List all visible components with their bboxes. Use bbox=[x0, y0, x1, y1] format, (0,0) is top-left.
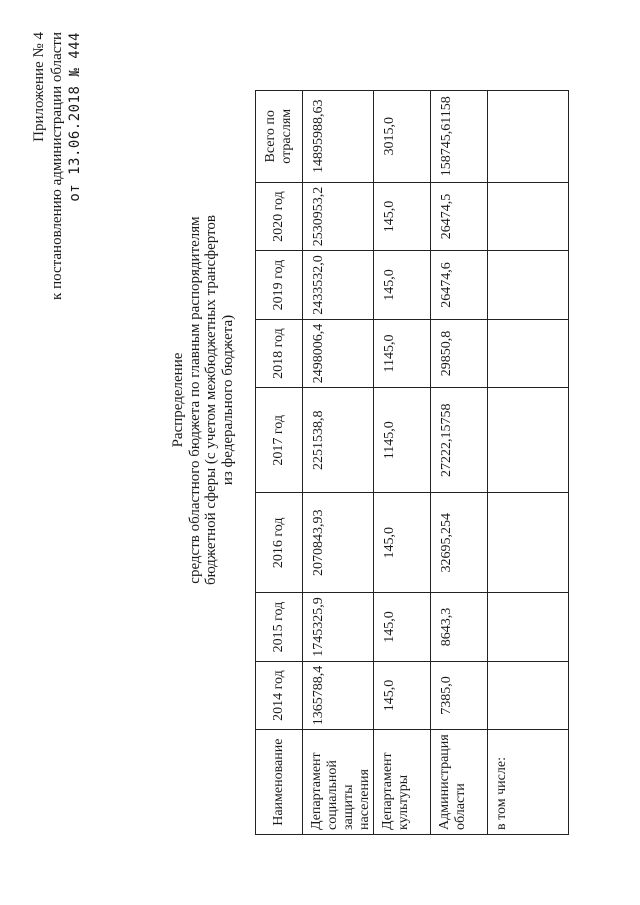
table-cell: 7385,0 bbox=[431, 661, 488, 730]
table-cell: 27222,15758 bbox=[431, 388, 488, 493]
column-header: 2014 год bbox=[256, 661, 303, 730]
table-cell: 14895988,63 bbox=[303, 90, 374, 182]
row-name: в том числе: bbox=[488, 730, 569, 835]
table-cell: 8643,3 bbox=[431, 593, 488, 662]
table-cell bbox=[488, 493, 569, 593]
table-row bbox=[488, 90, 569, 834]
table-cell: 145,0 bbox=[374, 182, 431, 251]
resolution-date-number: от 13.06.2018 № 444 bbox=[67, 32, 83, 202]
column-header: 2016 год bbox=[256, 493, 303, 593]
column-header: 2017 год bbox=[256, 388, 303, 493]
resolution-reference: к постановлению администрации области bbox=[49, 32, 65, 300]
table-cell: 1745325,9 bbox=[303, 593, 374, 662]
appendix-number: Приложение № 4 bbox=[31, 32, 47, 142]
table-cell: 3015,0 bbox=[374, 90, 431, 182]
table-cell: 145,0 bbox=[374, 493, 431, 593]
table-cell: 1145,0 bbox=[374, 388, 431, 493]
column-header: 2019 год bbox=[256, 251, 303, 320]
title-line-3: бюджетной сферы (с учетом межбюджетных трансфертов bbox=[203, 215, 219, 585]
row-name: Департамент культуры bbox=[374, 730, 431, 835]
table-row bbox=[303, 90, 374, 834]
table-cell: 32695,254 bbox=[431, 493, 488, 593]
column-header: 2020 год bbox=[256, 182, 303, 251]
table-cell: 26474,5 bbox=[431, 182, 488, 251]
table-cell: 2433532,0 bbox=[303, 251, 374, 320]
table-cell: 1145,0 bbox=[374, 319, 431, 388]
table-cell: 29850,8 bbox=[431, 319, 488, 388]
budget-table bbox=[255, 90, 569, 835]
row-name: Департамент социальной защиты населения bbox=[303, 730, 374, 835]
table-cell: 145,0 bbox=[374, 251, 431, 320]
row-name: Администрация области bbox=[431, 730, 488, 835]
table-cell: 2251538,8 bbox=[303, 388, 374, 493]
table-cell bbox=[488, 319, 569, 388]
table-cell bbox=[488, 661, 569, 730]
column-header: 2015 год bbox=[256, 593, 303, 662]
title-line-4: из федерального бюджета) bbox=[219, 314, 236, 486]
table-cell: 2530953,2 bbox=[303, 182, 374, 251]
table-cell: 145,0 bbox=[374, 593, 431, 662]
table-header-row bbox=[256, 90, 303, 834]
column-header: 2018 год bbox=[256, 319, 303, 388]
title-line-2: средств областного бюджета по главным распорядителям bbox=[186, 216, 203, 584]
table-cell: 2070843,93 bbox=[303, 493, 374, 593]
column-header: Всего по отраслям bbox=[256, 90, 303, 182]
table-cell: 158745,61158 bbox=[431, 90, 488, 182]
table-cell bbox=[488, 182, 569, 251]
table-row bbox=[431, 90, 488, 834]
table-cell: 26474,6 bbox=[431, 251, 488, 320]
table-cell: 1365788,4 bbox=[303, 661, 374, 730]
document-header bbox=[30, 32, 84, 300]
title-line-1: Распределение bbox=[170, 352, 186, 448]
table-cell bbox=[488, 388, 569, 493]
table-cell bbox=[488, 593, 569, 662]
table-cell: 2498006,4 bbox=[303, 319, 374, 388]
table-row bbox=[374, 90, 431, 834]
table-cell: 145,0 bbox=[374, 661, 431, 730]
document-title bbox=[170, 165, 236, 635]
table-cell bbox=[488, 90, 569, 182]
table-cell bbox=[488, 251, 569, 320]
column-header: Наименование bbox=[256, 730, 303, 835]
